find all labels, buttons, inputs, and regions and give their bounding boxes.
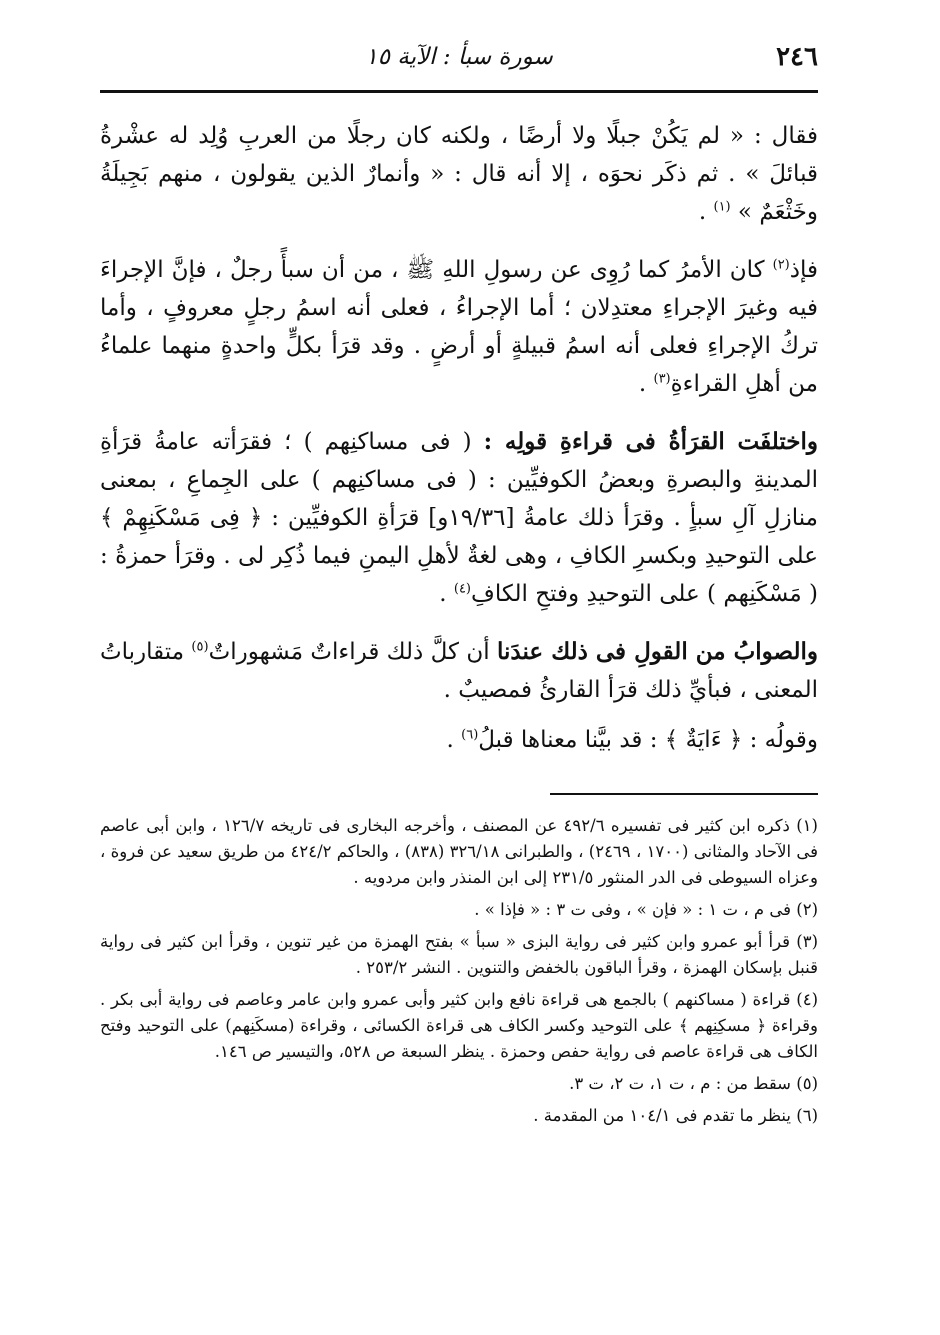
paragraph-text: فقال : « لم يَكُنْ جبلًا ولا أرضًا ، ولكنه كان رجلًا من العربِ وُلِد له عشْرةُ قبائلَ » . ثم ذكَر نحوَه ، إلا أنه قال : « وأنمارٌ الذين يقولون ، منهم بَجِيلَةُ وخَثْعَمٌ » <box>100 123 818 225</box>
paragraph-tail: متقارباتُ المعنى ، فبأيِّ ذلك قرَأ القارئُ فمصيبٌ . <box>100 639 818 703</box>
footnote: (٢) فى م ، ت ١ : « فإن » ، وفى ت ٣ : « فإذا » . <box>474 900 818 919</box>
page-header <box>100 30 818 82</box>
paragraph-tail: . <box>698 199 714 225</box>
paragraph <box>100 633 818 709</box>
running-head: سورة سبأ : الآية ١٥ <box>365 44 553 70</box>
paragraph <box>100 721 818 759</box>
page-number: ٢٤٦ <box>776 42 818 72</box>
paragraph-text: ( فى مساكنِهم ) ؛ فقرَأته عامةُ قرَأةِ المدينةِ والبصرةِ وبعضُ الكوفيِّين : ( فى مساكنِهم ) على الجِماعِ ، بمعنى منازلِ آلِ سبأٍ . وقرَأ ذلك عامةُ [١٩/٣٦و] قرَأةِ الكوفيِّين : ﴿ فِى مَسْكَنِهِمْ ﴾ على التوحيدِ وبكسرِ الكافِ ، وهى لغةٌ لأهلِ اليمنِ فيما ذُكِر لى . وقرَأ حمزةُ : ( مَسْكَنِهم ) على التوحيدِ وفتحِ الكافِ <box>100 429 818 607</box>
paragraph-text: فإذ <box>789 257 818 283</box>
paragraph-tail: كان الأمرُ كما رُوِى عن رسولِ اللهِ ﷺ ، من أن سبأً رجلٌ ، فإنَّ الإجراءَ فيه وغيرَ الإجراءِ معتدِلان ؛ أما الإجراءُ ، فعلى أنه اسمُ رجلٍ معروفٍ ، وأما تركُ الإجراءِ فعلى أنه اسمُ قبيلةٍ أو أرضٍ . وقد قرَأ بكلٍّ واحدةٍ منهما علماءُ من أهلِ القراءةِ <box>100 257 818 397</box>
header-rule <box>100 90 818 93</box>
footnote-ref: (٦) <box>461 727 479 743</box>
footnote: (١) ذكره ابن كثير فى تفسيره ٤٩٢/٦ عن المصنف ، وأخرجه البخارى فى تاريخه ١٢٦/٧ ، وابن أبى عاصم فى الآحاد والمثانى (١٧٠٠ ، ٢٤٦٩) ، والطبرانى ٣٢٦/١٨ (٨٣٨) ، والحاكم ٤٢٤/٢ من طريق سعيد عن فروة ، وعزاه السيوطى فى الدر المنثور ٢٣١/٥ إلى ابن المنذر وابن مردويه . <box>100 816 818 887</box>
footnote-ref: (٥) <box>191 639 209 655</box>
footnotes <box>100 813 818 1129</box>
book-page <box>100 30 818 1135</box>
footnote: (٣) قرأ أبو عمرو وابن كثير فى رواية البزى « سبأ » بفتح الهمزة من غير تنوين ، وقرأ ابن كثير فى رواية قنبل بإسكان الهمزة ، وقرأ الباقون بالخفض والتنوين . النشر ٢٥٣/٢ . <box>100 932 818 977</box>
paragraph <box>100 117 818 231</box>
main-text <box>100 117 818 759</box>
footnote-ref: (١) <box>713 199 731 215</box>
paragraph-tail: . <box>638 371 654 397</box>
paragraph <box>100 423 818 613</box>
footnote: (٦) ينظر ما تقدم فى ١٠٤/١ من المقدمة . <box>533 1106 818 1125</box>
footnote-rule <box>550 793 818 795</box>
footnote: (٥) سقط من : م ، ت ١، ت ٢، ت ٣. <box>569 1074 818 1093</box>
footnote-ref: (٢) <box>772 257 790 273</box>
paragraph <box>100 251 818 403</box>
footnote-ref: (٣) <box>653 371 671 387</box>
paragraph-text: أن كلَّ ذلك قراءاتٌ مَشهوراتٌ <box>208 639 497 665</box>
footnote: (٤) قراءة ( مساكنهم ) بالجمع هى قراءة نافع وابن كثير وأبى عمرو وابن عامر وعاصم فى رواية أبى بكر . وقراءة ﴿ مسكِنِهم ﴾ على التوحيد وكسر الكاف هى قراءة الكسائى ، وقراءة (مسكَنِهم) على التوحيد وفتح الكاف هى قراءة عاصم فى رواية حفص وحمزة . ينظر السبعة ص ٥٢٨، والتيسير ص ١٤٦. <box>100 990 818 1061</box>
paragraph-lead: والصوابُ من القولِ فى ذلك عندَنا <box>497 638 818 665</box>
paragraph-text: وقولُه : ﴿ ءَايَةٌ ﴾ : قد بيَّنا معناها قبلُ <box>478 727 818 753</box>
paragraph-tail: . <box>446 727 462 753</box>
paragraph-lead: واختلفَت القرَأةُ فى قراءةِ قولِه : <box>483 428 818 455</box>
paragraph-tail: . <box>439 581 454 607</box>
footnote-ref: (٤) <box>453 581 471 597</box>
